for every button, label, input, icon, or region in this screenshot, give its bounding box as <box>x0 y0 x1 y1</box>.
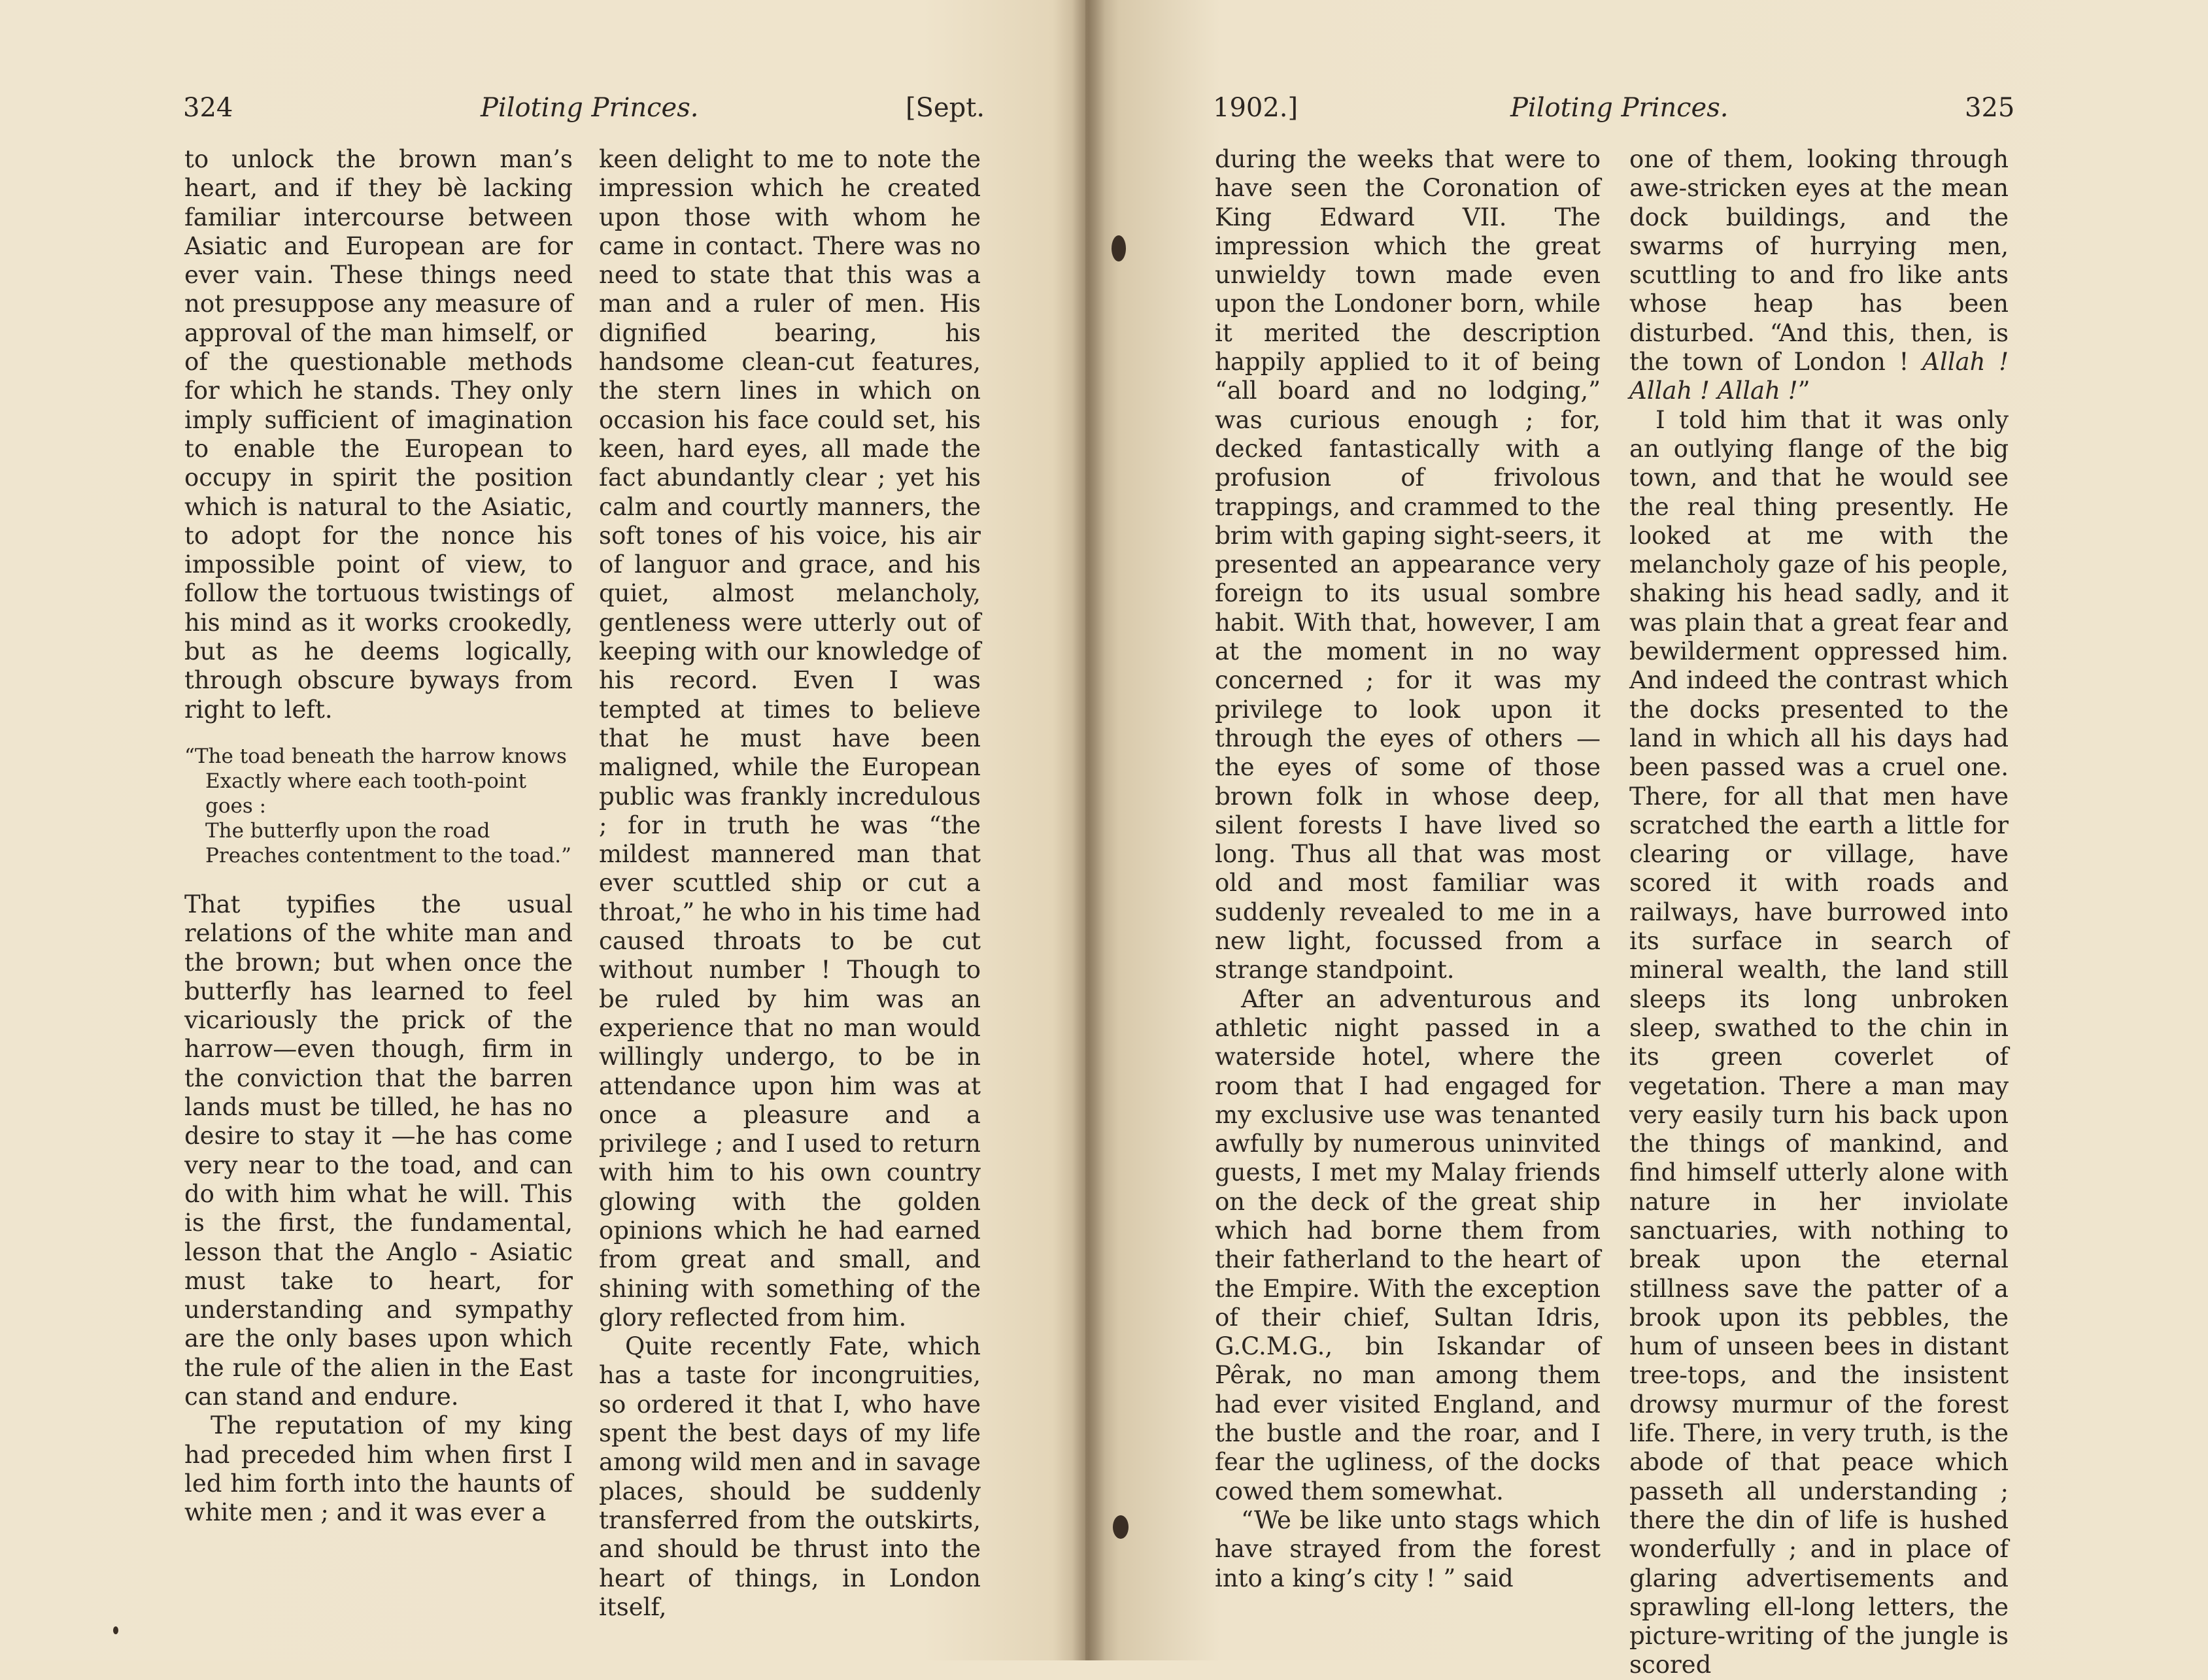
paragraph: Quite recently Fate, which has a taste for incongruities, so ordered it that I, who have spent the best days of my life among wild men and in savage places, should be suddenly transferred from the outskirts, and should be thrust into the heart of things, in London itself, <box>599 1332 981 1621</box>
closing-quote: ” <box>1797 377 1810 405</box>
running-title-left: Piloting Princes. <box>481 93 699 123</box>
binding-hole-mark <box>1112 235 1126 261</box>
paragraph: After an adventurous and athletic night passed in a waterside hotel, where the room that I had engaged for my exclusive use was tenanted awfully by numerous uninvited guests, I met my Malay friends on the deck of the great ship which had borne them from their fatherland to the heart of the Empire. With the exception of their chief, Sultan Idris, G.C.M.G., bin Iskandar of Pêrak, no man among them had ever visited England, and the bustle and the roar, and I fear the ugliness, of the docks cowed them somewhat. <box>1215 984 1601 1505</box>
left-page-header <box>183 88 985 127</box>
paragraph: That typifies the usual relations of the white man and the brown; but when once the butterfly has learned to feel vicariously the prick of the harrow—even though, firm in the conviction that the barren lands must be tilled, he has no desire to stay it —he has come very near to the toad, and can do with him what he will. This is the first, the fundamental, lesson that the Anglo - Asiatic must take to heart, for understanding and sympathy are the only bases upon which the rule of the alien in the East can stand and endure. <box>184 890 573 1411</box>
paragraph: during the weeks that were to have seen the Coronation of King Edward VII. The impression which the great unwieldy town made even upon the Londoner born, while it merited the description happily applied to it of being “all board and no lodging,” was curious enough ; for, decked fantastically with a profusion of frivolous trappings, and crammed to the brim with gaping sight-seers, it presented an appearance very foreign to its usual sombre habit. With that, however, I am at the moment in no way concerned ; for it was my privilege to look upon it through the eyes of others — the eyes of some of those brown folk in whose deep, silent forests I have lived so long. Thus all that was most old and most familiar was suddenly revealed to me in a new light, focussed from a strange standpoint. <box>1215 145 1601 984</box>
page-number-left: 324 <box>183 93 233 123</box>
paragraph: keen delight to me to note the impression which he created upon those with whom he came in contact. There was no need to state that this was a man and a ruler of men. His dignified bearing, his handsome clean-cut features, the stern lines in which on occasion his face could set, his keen, hard eyes, all made the fact abundantly clear ; yet his calm and courtly manners, the soft tones of his voice, his air of languor and grace, and his quiet, almost melancholy, gentleness were utterly out of keeping with our knowledge of his record. Even I was tempted at times to believe that he must have been maligned, while the European public was frankly incredulous ; for in truth he was “the mildest mannered man that ever scuttled ship or cut a throat,” he who in his time had caused throats to be cut without number ! Though to be ruled by him was an experience that no man would willingly undergo, to be in attendance upon him was at once a pleasure and a privilege ; and I used to return with him to his own country glowing with the golden opinions which he had earned from great and small, and shining with something of the glory reflected from him. <box>599 145 981 1332</box>
right-page <box>1085 0 2208 1679</box>
paragraph: I told him that it was only an outlying flange of the big town, and that he would see the real thing presently. He looked at me with the melancholy gaze of his people, shaking his head sadly, and it was plain that a great fear and bewilderment oppressed him. And indeed the contrast which the docks presented to the land in which all his days had been passed was a cruel one. There, for all that men have scratched the earth a little for clearing or village, have scored it with roads and railways, have burrowed into its surface in search of mineral wealth, the land still sleeps its long unbroken sleep, swathed to the chin in its green coverlet of vegetation. There a man may very easily turn his back upon the things of mankind, and find himself utterly alone with nature in her inviolate sanctuaries, with nothing to break upon the eternal stillness save the patter of a brook upon its pebbles, the hum of unseen bees in distant tree-tops, and the insistent drowsy murmur of the forest life. There, in very truth, is the abode of that peace which passeth all understanding ; there the din of life is hushed wonderfully ; and in place of glaring advertisements and sprawling ell-long letters, the picture-writing of the jungle is scored <box>1629 405 2009 1679</box>
ink-speck <box>113 1626 118 1634</box>
poem-line: Preaches contentment to the toad.” <box>205 843 571 867</box>
right-page-header <box>1213 88 2015 127</box>
paragraph: “We be like unto stags which have strayed from the forest into a king’s city ! ” said <box>1215 1505 1601 1592</box>
date-marker-left: [Sept. <box>906 93 985 123</box>
page-number-right: 325 <box>1965 93 2015 123</box>
italic-exclamation: Allah ! Allah ! Allah ! <box>1629 348 2009 405</box>
left-page-column-2 <box>599 145 981 1622</box>
right-page-column-1 <box>1215 145 1601 1593</box>
date-marker-right: 1902.] <box>1213 93 1299 123</box>
binding-hole-mark <box>1113 1515 1129 1539</box>
paragraph: The reputation of my king had preceded him when first I led him forth into the haunts of white men ; and it was ever a <box>184 1411 573 1527</box>
poem-line: The butterfly upon the road <box>205 818 490 843</box>
text-run: one of them, looking through awe-stricken eyes at the mean dock buildings, and the swarms of hurrying men, scuttling to and fro like ants whose heap has been disturbed. “And this, then, is the town of London ! <box>1629 145 2009 377</box>
left-page-column-1 <box>184 145 573 1527</box>
poem-line: Exactly where each tooth-point goes : <box>205 769 527 818</box>
poem-quote <box>184 744 573 868</box>
paragraph: to unlock the brown man’s heart, and if they bè lacking familiar intercourse between Asiatic and European are for ever vain. These things need not presuppose any measure of approval of the man himself, or of the questionable methods for which he stands. They only imply sufficient of imagination to enable the European to occupy in spirit the position which is natural to the Asiatic, to adopt for the nonce his impossible point of view, to follow the tortuous twistings of his mind as it works crookedly, but as he deems logically, through obscure byways from right to left. <box>184 145 573 724</box>
poem-line: “The toad beneath the harrow knows <box>184 744 567 768</box>
book-gutter <box>1072 0 1105 1660</box>
paragraph <box>1629 145 2009 406</box>
left-page <box>0 0 1085 1660</box>
right-page-column-2 <box>1629 145 2009 1680</box>
running-title-right: Piloting Princes. <box>1510 93 1729 123</box>
